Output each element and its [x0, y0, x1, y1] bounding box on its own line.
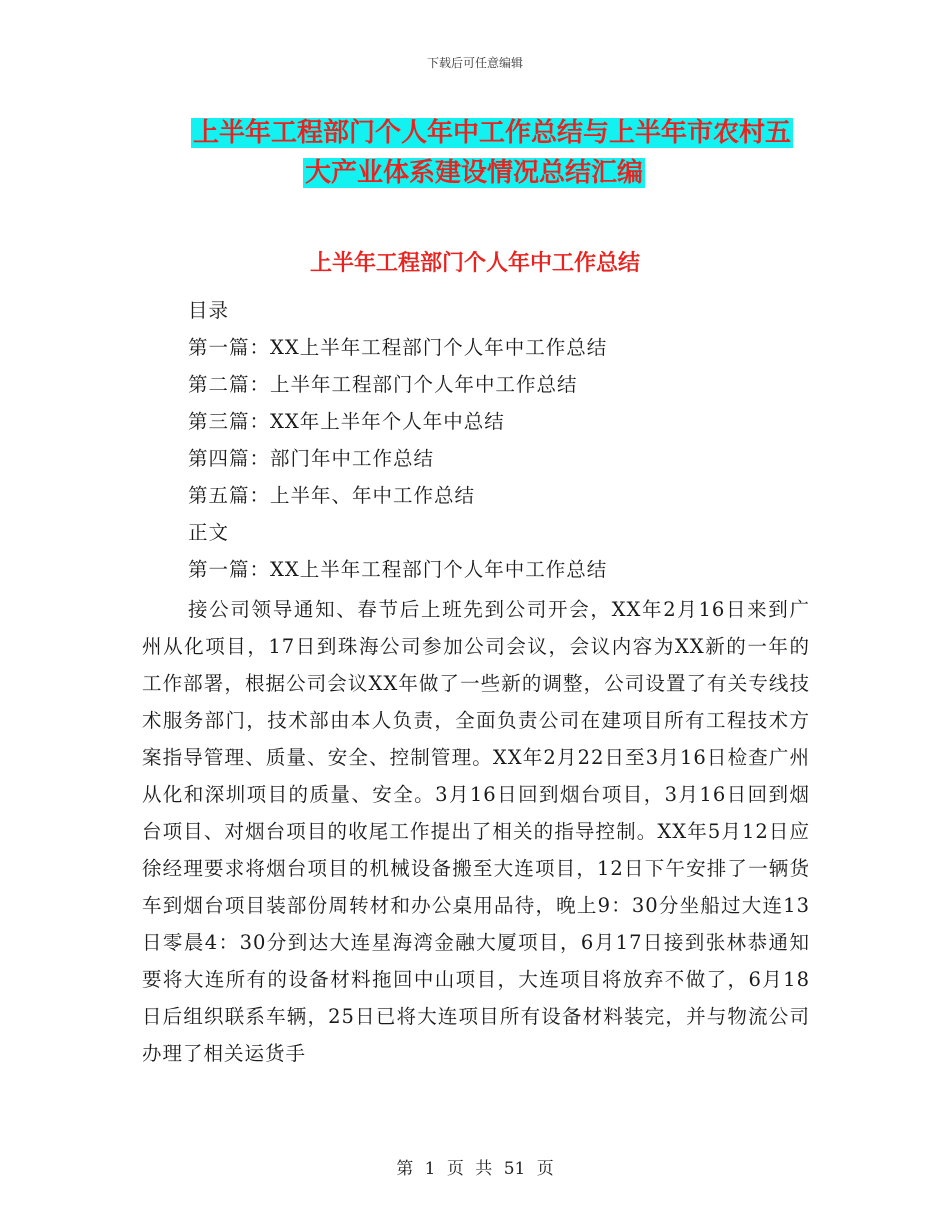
document-main-title	[185, 113, 815, 193]
table-of-contents	[188, 292, 828, 588]
header-note: 下载后可任意编辑	[426, 56, 523, 70]
toc-heading: 目录	[188, 299, 230, 322]
toc-item: 第二篇：上半年工程部门个人年中工作总结	[188, 373, 578, 396]
body-heading: 正文	[188, 521, 230, 544]
body-paragraph: 接公司领导通知、春节后上班先到公司开会，XX年2月16日来到广州从化项目，17日到珠海公司参加公司会议，会议内容为XX新的一年的工作部署，根据公司会议XX年做了一些新的调整，公司设置了有关专线技术服务部门，技术部由本人负责，全面负责公司在建项目所有工程技术方案指导管理、质量、安全、控制管理。XX年2月22日至3月16日检查广州从化和深圳项目的质量、安全。3月16日回到烟台项目，3月16日回到烟台项目、对烟台项目的收尾工作提出了相关的指导控制。XX年5月12日应徐经理要求将烟台项目的机械设备搬至大连项目，12日下午安排了一辆货车到烟台项目装部份周转材和办公桌用品待，晚上9：30分坐船过大连13日零晨4：30分到达大连星海湾金融大厦项目，6月17日接到张林恭通知要将大连所有的设备材料拖回中山项目，大连项目将放弃不做了，6月18日后组织联系车辆，25日已将大连项目所有设备材料装完，并与物流公司办理了相关运货手	[142, 598, 810, 1065]
toc-item: 第三篇：XX年上半年个人年中总结	[188, 410, 505, 433]
main-title-line-2: 大产业体系建设情况总结汇编	[305, 158, 644, 188]
toc-item: 第五篇：上半年、年中工作总结	[188, 484, 476, 507]
toc-item: 第一篇：XX上半年工程部门个人年中工作总结	[188, 336, 608, 359]
main-title-line-1: 上半年工程部门个人年中工作总结与上半年市农村五	[193, 118, 792, 148]
section-title: 上半年工程部门个人年中工作总结	[309, 251, 640, 276]
article-title: 第一篇：XX上半年工程部门个人年中工作总结	[188, 558, 608, 581]
toc-item: 第四篇：部门年中工作总结	[188, 447, 435, 470]
page-footer: 第 1 页 共 51 页	[396, 1159, 554, 1179]
